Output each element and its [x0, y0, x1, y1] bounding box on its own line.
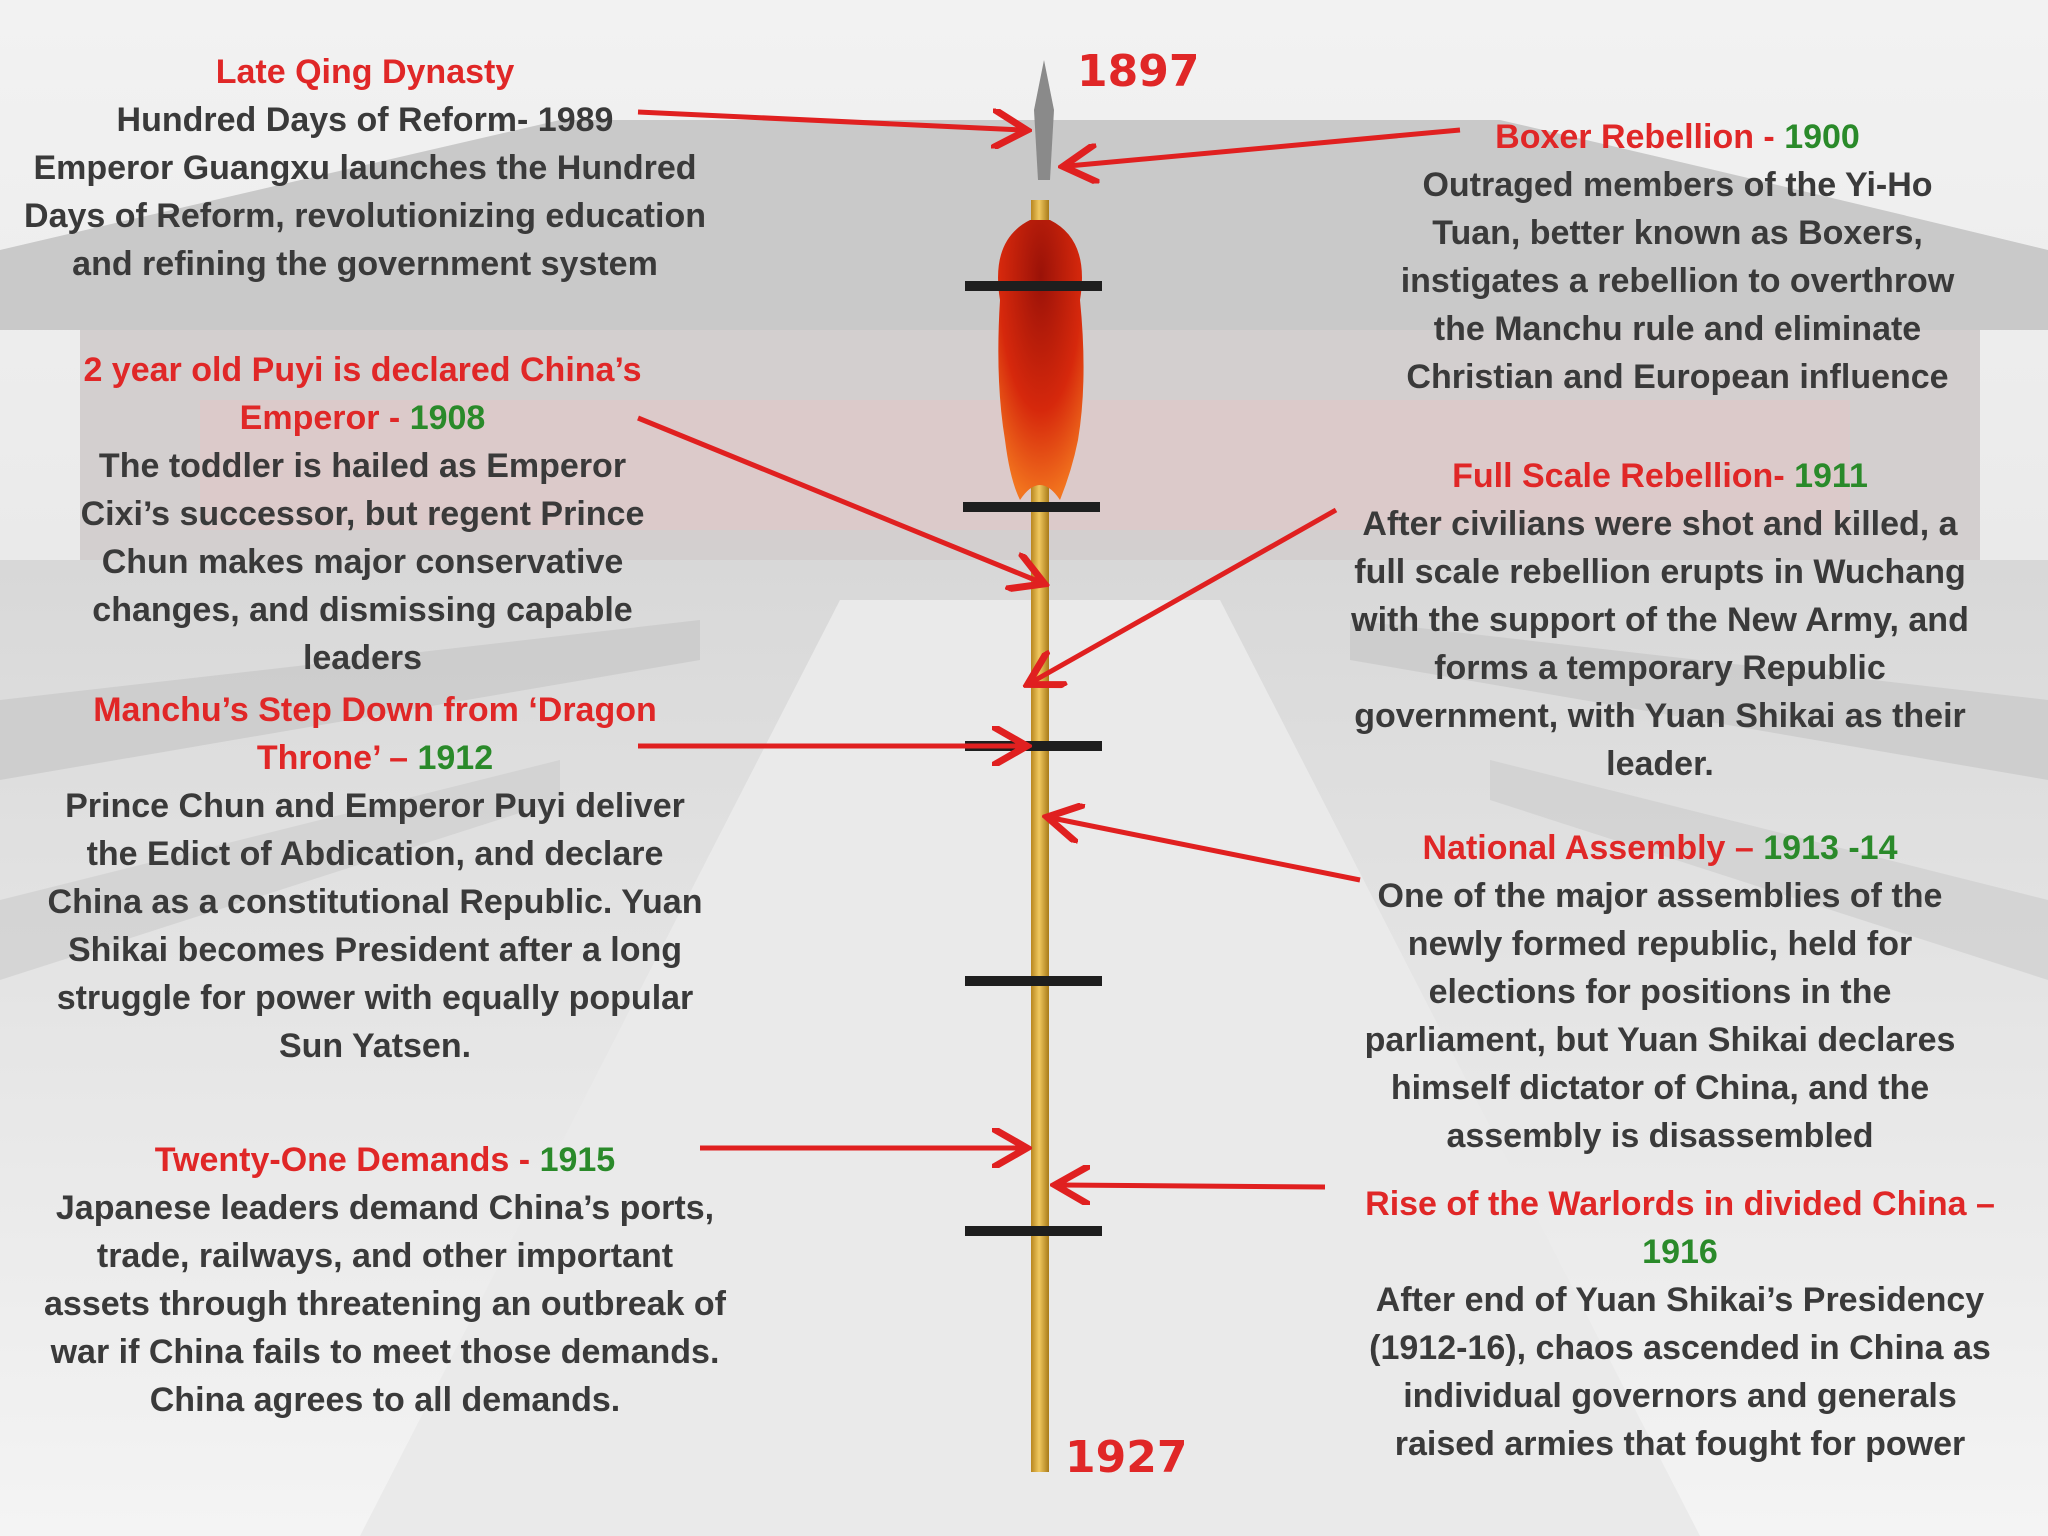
- event-body: Emperor Guangxu launches the Hundred Days of Reform, revolutionizing education and refining the government system: [24, 149, 706, 283]
- event-heading: [1360, 824, 1960, 872]
- event-body: Outraged members of the Yi-Ho Tuan, better known as Boxers, instigates a rebellion to overthrow the Manchu rule and eliminate Christian and European influence: [1400, 166, 1955, 396]
- event-puyi: [40, 346, 685, 682]
- event-subtitle: Hundred Days of Reform- 1989: [116, 101, 614, 139]
- event-body: The toddler is hailed as Emperor Cixi’s successor, but regent Prince Chun makes major conservative changes, and dismissing capable leaders: [80, 447, 645, 677]
- event-body: Japanese leaders demand China’s ports, trade, railways, and other important assets through threatening an outbreak of war if China fails to meet those demands. China agrees to all demands.: [44, 1189, 726, 1419]
- event-heading: [40, 1136, 730, 1184]
- event-late-qing: [10, 48, 720, 288]
- event-year: 1911: [1794, 457, 1868, 495]
- event-title: 2 year old Puyi is declared China’s Emperor -: [83, 351, 642, 437]
- event-year: 1908: [409, 399, 486, 437]
- event-title: Full Scale Rebellion-: [1452, 457, 1795, 495]
- event-national-assembly: [1360, 824, 1960, 1160]
- event-title: Boxer Rebellion -: [1495, 118, 1785, 156]
- arrow-full-scale: [1032, 510, 1336, 682]
- event-boxer: [1380, 113, 1975, 401]
- event-full-scale: [1335, 452, 1985, 788]
- event-year: 1916: [1642, 1233, 1718, 1271]
- event-title: Twenty-One Demands -: [154, 1141, 540, 1179]
- event-heading: [40, 346, 685, 442]
- event-warlords: [1340, 1180, 2020, 1468]
- arrow-warlords: [1060, 1185, 1325, 1187]
- event-year: 1900: [1784, 118, 1860, 156]
- event-year: 1915: [539, 1141, 616, 1179]
- event-body: One of the major assemblies of the newly formed republic, held for elections for positions in the parliament, but Yuan Shikai declares himself dictator of China, and the assembly is disassembled: [1364, 877, 1956, 1155]
- event-title: National Assembly –: [1422, 829, 1764, 867]
- event-manchu: [40, 686, 710, 1070]
- event-body: After civilians were shot and killed, a full scale rebellion erupts in Wuchang with the support of the New Army, and forms a temporary Republic government, with Yuan Shikai as their leader.: [1351, 505, 1969, 783]
- event-title: Late Qing Dynasty: [215, 53, 515, 91]
- end-year-label: 1927: [1065, 1432, 1188, 1483]
- arrow-puyi: [638, 418, 1040, 582]
- event-year: 1912: [417, 739, 494, 777]
- event-heading: [40, 686, 710, 782]
- event-heading: [1335, 452, 1985, 500]
- start-year-label: 1897: [1077, 46, 1200, 97]
- event-heading: [1380, 113, 1975, 161]
- event-twenty-one: [40, 1136, 730, 1424]
- event-body: After end of Yuan Shikai’s Presidency (1912-16), chaos ascended in China as individual governors and generals raised armies that fought for power: [1369, 1281, 1991, 1463]
- event-body: Prince Chun and Emperor Puyi deliver the Edict of Abdication, and declare China as a constitutional Republic. Yuan Shikai becomes President after a long struggle for power with equally popular Sun Yatsen.: [47, 787, 703, 1065]
- event-title: Manchu’s Step Down from ‘Dragon Throne’ –: [93, 691, 657, 777]
- arrow-national-assembly: [1052, 818, 1360, 880]
- event-title: Rise of the Warlords in divided China –: [1365, 1185, 1995, 1223]
- event-year: 1913 -14: [1763, 829, 1898, 867]
